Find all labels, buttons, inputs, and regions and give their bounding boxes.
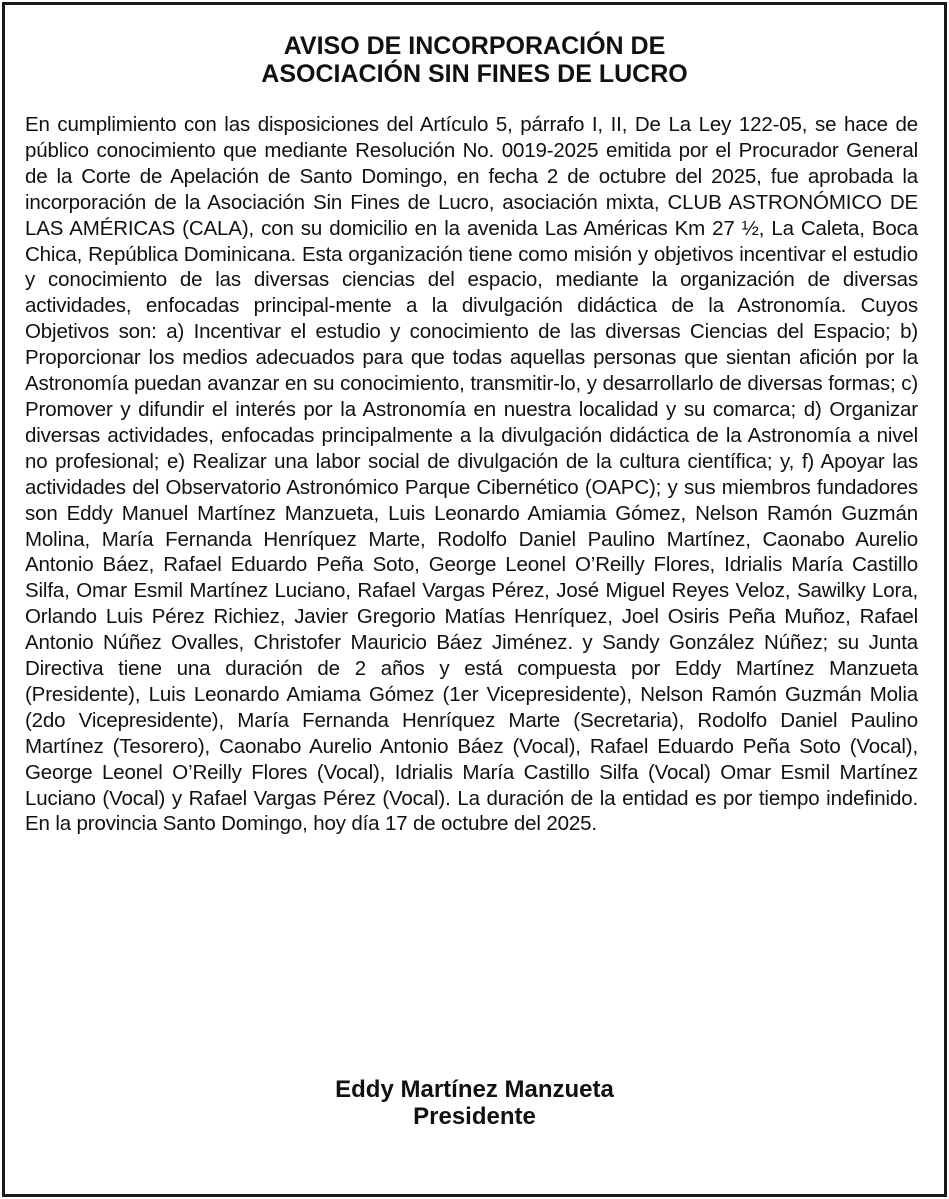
signature-block (0, 1076, 949, 1130)
notice-title (0, 32, 949, 88)
notice-title-line-2: ASOCIACIÓN SIN FINES DE LUCRO (261, 60, 688, 88)
notice-body-text: En cumplimiento con las disposiciones del Artículo 5, párrafo I, II, De La Ley 122-05, se hace de público conocimiento que mediante Resolución No. 0019-2025 emitida por el Procurador General de la Corte de Apelación de Santo Domingo, en fecha 2 de octubre del 2025, fue aprobada la incorporación de la Asociación Sin Fines de Lucro, asociación mixta, CLUB ASTRONÓMICO DE LAS AMÉRICAS (CALA), con su domicilio en la avenida Las Américas Km 27 ½, La Caleta, Boca Chica, República Dominicana. Esta organización tiene como misión y objetivos incentivar el estudio y conocimiento de las diversas ciencias del espacio, mediante la organización de diversas actividades, enfocadas principal-mente a la divulgación didáctica de la Astronomía. Cuyos Objetivos son: a) Incentivar el estudio y conocimiento de las diversas Ciencias del Espacio; b) Proporcionar los medios adecuados para que todas aquellas personas que sientan afición por la Astronomía puedan avanzar en su conocimiento, transmitir-lo, y desarrollarlo de diversas formas; c) Promover y difundir el interés por la Astronomía en nuestra localidad y su comarca; d) Organizar diversas actividades, enfocadas principalmente a la divulgación didáctica de la Astronomía a nivel no profesional; e) Realizar una labor social de divulgación de la cultura científica; y, f) Apoyar las actividades del Observatorio Astronómico Parque Cibernético (OAPC); y sus miembros fundadores son Eddy Manuel Martínez Manzueta, Luis Leonardo Amiamia Gómez, Nelson Ramón Guzmán Molina, María Fernanda Henríquez Marte, Rodolfo Daniel Paulino Martínez, Caonabo Aurelio Antonio Báez, Rafael Eduardo Peña Soto, George Leonel O’Reilly Flores, Idrialis María Castillo Silfa, Omar Esmil Martínez Luciano, Rafael Vargas Pérez, José Miguel Reyes Veloz, Sawilky Lora, Orlando Luis Pérez Richiez, Javier Gregorio Matías Henríquez, Joel Osiris Peña Muñoz, Rafael Antonio Núñez Ovalles, Christofer Mauricio Báez Jiménez. y Sandy González Núñez; su Junta Directiva tiene una duración de 2 años y está compuesta por Eddy Martínez Manzueta (Presidente), Luis Leonardo Amiama Gómez (1er Vicepresidente), Nelson Ramón Guzmán Molia (2do Vicepresidente), María Fernanda Henríquez Marte (Secretaria), Rodolfo Daniel Paulino Martínez (Tesorero), Caonabo Aurelio Antonio Báez (Vocal), Rafael Eduardo Peña Soto (Vocal), George Leonel O’Reilly Flores (Vocal), Idrialis María Castillo Silfa (Vocal) Omar Esmil Martínez Luciano (Vocal) y Rafael Vargas Pérez (Vocal). La duración de la entidad es por tiempo indefinido. En la provincia Santo Domingo, hoy día 17 de octubre del 2025. (25, 113, 918, 836)
notice-title-line-1: AVISO DE INCORPORACIÓN DE (283, 32, 666, 60)
signature-role: Presidente (413, 1103, 536, 1130)
signature-name: Eddy Martínez Manzueta (335, 1076, 614, 1103)
